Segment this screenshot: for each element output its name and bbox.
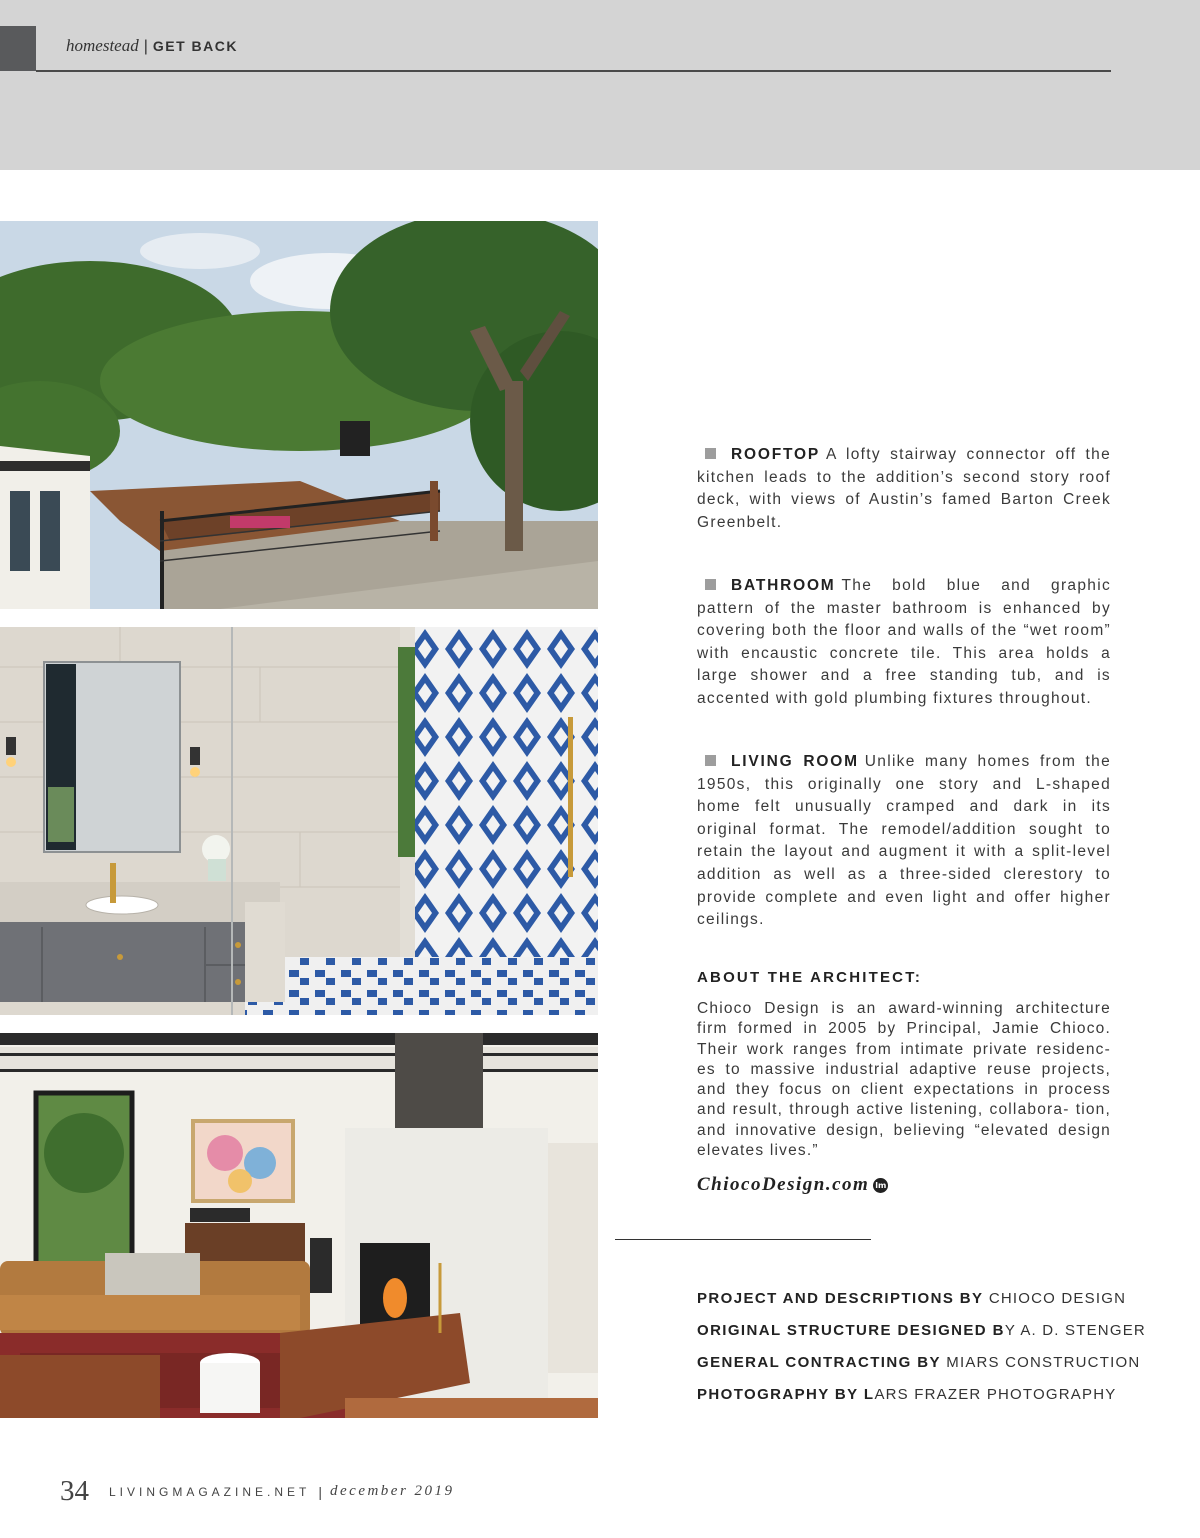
issue-date: december 2019 bbox=[330, 1483, 455, 1499]
credit-key: ORIGINAL STRUCTURE DESIGNED B bbox=[697, 1322, 1005, 1339]
architect-website bbox=[697, 1174, 888, 1196]
page-footer bbox=[60, 1475, 455, 1508]
footer-separator: | bbox=[318, 1483, 322, 1500]
caption-text: Unlike many homes from the 1950s, this originally one story and L-shaped home felt unusually cramped and dark in its original format. The remodel/addition sought to retain the layout and augment it with a split-level addition as well as a three-sided clerestory to provide complete and even light and offer higher ceilings. bbox=[697, 753, 1111, 929]
credit-key: PROJECT AND DESCRIPTIONS BY bbox=[697, 1290, 984, 1307]
credit-value: Y A. D. STENGER bbox=[1004, 1322, 1146, 1339]
article-title: GET BACK bbox=[152, 38, 238, 54]
website-link[interactable]: ChiocoDesign.com bbox=[697, 1174, 870, 1195]
square-bullet-icon bbox=[705, 755, 716, 766]
header-band bbox=[0, 0, 1200, 170]
square-bullet-icon bbox=[705, 448, 716, 459]
caption-lead: LIVING ROOM bbox=[731, 753, 859, 770]
caption-bathroom bbox=[697, 575, 1111, 711]
about-body: Chioco Design is an award-winning architecture firm formed in 2005 by Principal, Jamie Chioco. Their work ranges from intimate private residenc- es to massive industrial adaptive reuse projects, and they focus on client expectations in process and result, through active listening, collabora- tion, and innovative design, believing “elevated design elevates lives.” bbox=[697, 1000, 1111, 1160]
rooftop-deck-photo bbox=[0, 221, 598, 609]
caption-lead: ROOFTOP bbox=[731, 446, 820, 463]
header-tab-block bbox=[0, 26, 36, 71]
credit-line bbox=[697, 1283, 1127, 1315]
page-number: 34 bbox=[60, 1475, 89, 1507]
credit-key: PHOTOGRAPHY BY L bbox=[697, 1386, 875, 1403]
credit-value: MIARS CONSTRUCTION bbox=[946, 1354, 1141, 1371]
section-name: homestead bbox=[66, 36, 139, 55]
about-heading: ABOUT THE ARCHITECT: bbox=[697, 969, 923, 986]
credit-line bbox=[697, 1347, 1141, 1379]
credits-divider bbox=[615, 1239, 871, 1240]
living-room-photo bbox=[0, 1033, 598, 1418]
caption-text: A lofty stairway connector off the kitchen leads to the addition’s second story roof deck, with views of Austin’s famed Barton Creek Greenbelt. bbox=[697, 446, 1111, 531]
credit-value: CHIOCO DESIGN bbox=[988, 1290, 1127, 1307]
running-header bbox=[66, 36, 238, 57]
credits-list bbox=[697, 1283, 1146, 1411]
header-rule bbox=[36, 70, 1111, 72]
caption-lead: BATHROOM bbox=[731, 577, 836, 594]
square-bullet-icon bbox=[705, 579, 716, 590]
header-separator: | bbox=[143, 38, 148, 55]
credit-value: ARS FRAZER PHOTOGRAPHY bbox=[874, 1386, 1117, 1403]
credit-line bbox=[697, 1315, 1146, 1347]
bathroom-photo bbox=[0, 627, 598, 1015]
credit-key: GENERAL CONTRACTING BY bbox=[697, 1354, 941, 1371]
caption-living-room bbox=[697, 751, 1111, 932]
footer-site: LIVINGMAGAZINE.NET bbox=[109, 1484, 311, 1499]
caption-rooftop bbox=[697, 444, 1111, 534]
caption-text: The bold blue and graphic pattern of the master bathroom is enhanced by covering both the floor and walls of the “wet room” with encaustic concrete tile. This area holds a large shower and a free standing tub, and is accented with gold plumbing fixtures throughout. bbox=[697, 577, 1111, 707]
living-magazine-mark-icon: lm bbox=[873, 1178, 888, 1193]
credit-line bbox=[697, 1379, 1117, 1411]
